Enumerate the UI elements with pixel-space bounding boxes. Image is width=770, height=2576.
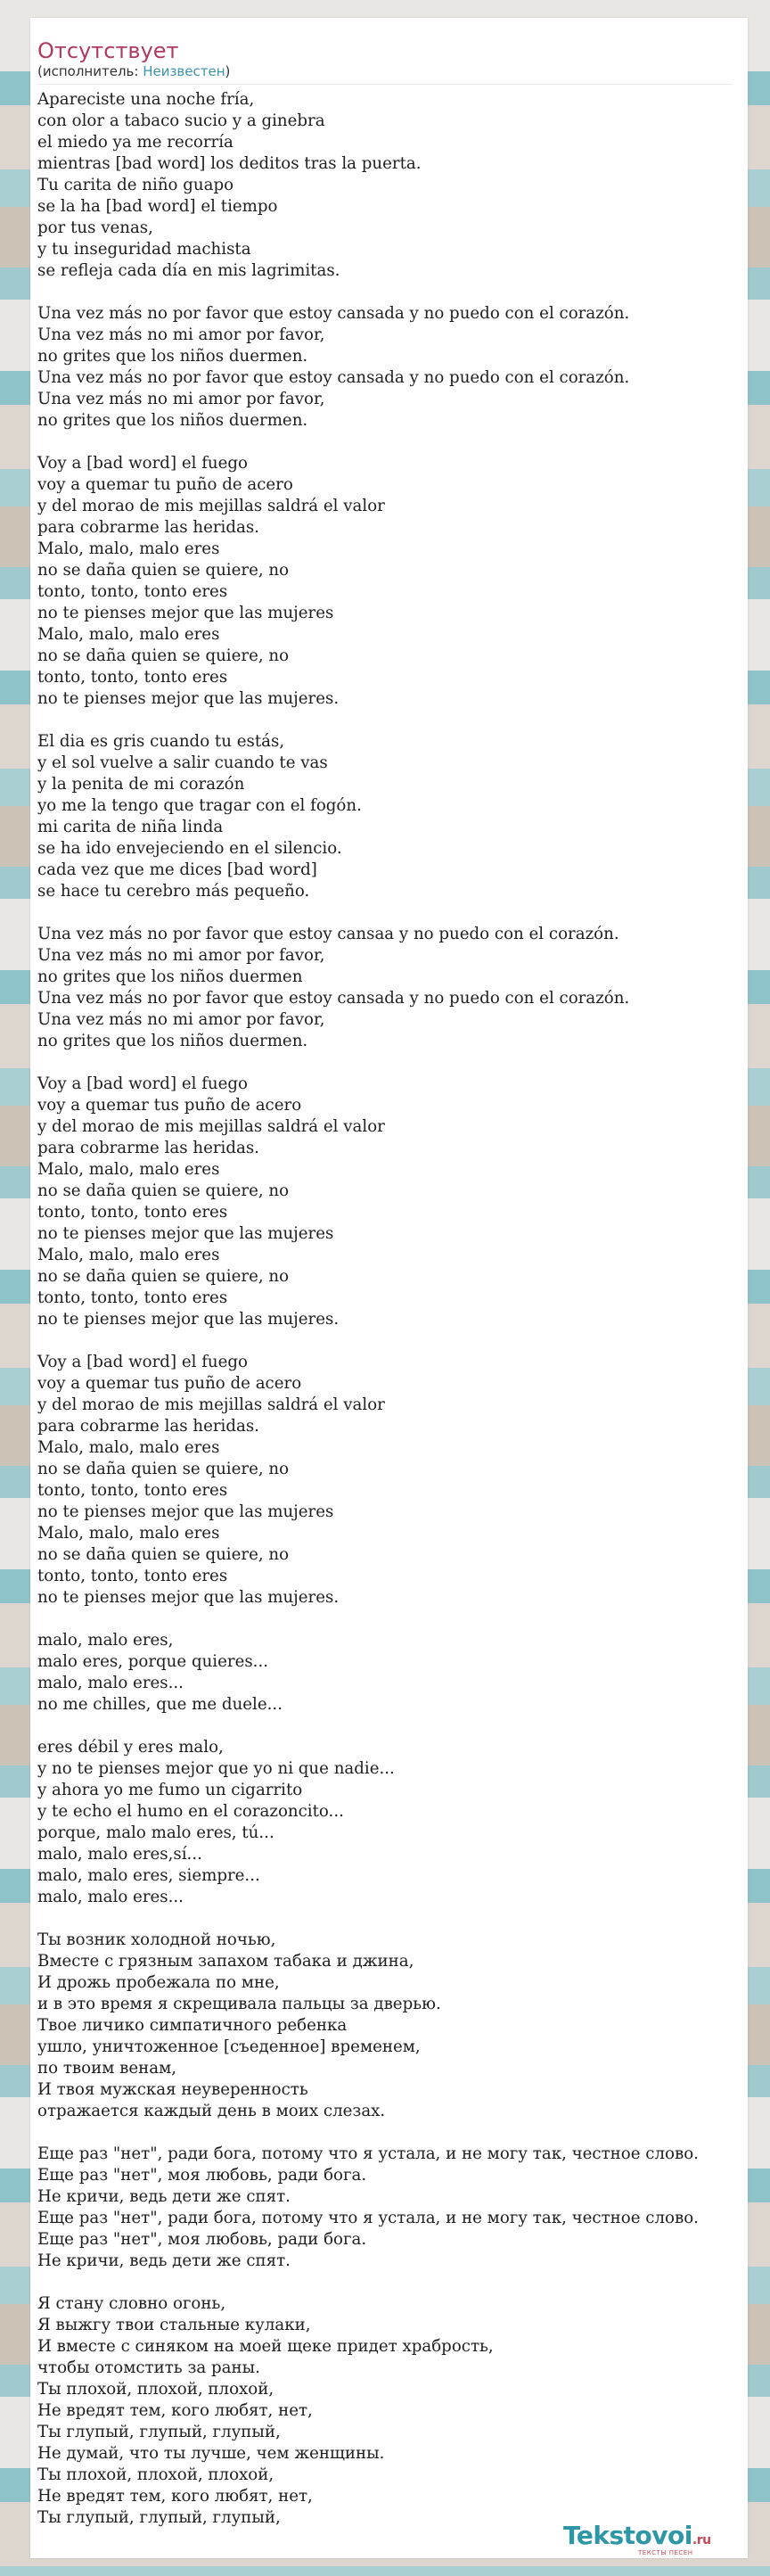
lyric-line: ушло, уничтоженное [съеденное] временем, [37, 2037, 421, 2056]
lyric-line: se hace tu cerebro más pequeño. [37, 882, 310, 901]
lyric-line: eres débil y eres malo, [37, 1738, 224, 1757]
lyric-line: tonto, tonto, tonto eres [37, 1481, 228, 1500]
lyric-line: mi carita de niña linda [37, 818, 224, 836]
lyrics-stanza [37, 89, 750, 282]
lyric-line: el miedo ya me recorría [37, 133, 233, 152]
lyric-line: tonto, tonto, tonto eres [37, 582, 228, 601]
lyric-line: se refleja cada día en mis lagrimitas. [37, 261, 340, 280]
lyric-line: yo me la tengo que tragar con el fogón. [37, 796, 362, 815]
lyric-line: Tu carita de niño guapo [37, 176, 234, 194]
lyric-line: no grites que los niños duermen. [37, 1032, 308, 1050]
lyric-line: por tus venas, [37, 218, 153, 237]
lyric-line: porque, malo malo eres, tú... [37, 1823, 274, 1842]
lyric-line: tonto, tonto, tonto eres [37, 1288, 228, 1307]
lyric-line: no grites que los niños duermen. [37, 347, 308, 366]
lyric-line: y del morao de mis mejillas saldrá el valor [37, 497, 385, 515]
lyric-line: para cobrarme las heridas. [37, 1417, 259, 1436]
lyrics-stanza [37, 2144, 750, 2272]
lyric-line: Не вредят тем, кого любят, нет, [37, 2487, 313, 2506]
song-meta [37, 62, 230, 80]
lyric-line: no se daña quien se quiere, no [37, 646, 290, 665]
lyric-line: tonto, tonto, tonto eres [37, 1567, 228, 1585]
lyric-line: voy a quemar tu puño de acero [37, 475, 293, 494]
lyric-line: Una vez más no por favor que estoy cansaa y no puedo con el corazón. [37, 925, 619, 943]
lyric-line: y del morao de mis mejillas saldrá el valor [37, 1395, 385, 1414]
lyric-line: Apareciste una noche fría, [37, 90, 255, 109]
lyric-line: tonto, tonto, tonto eres [37, 1203, 228, 1222]
lyric-line: no se daña quien se quiere, no [37, 1545, 290, 1564]
lyric-line: Еще раз "нет", моя любовь, ради бога. [37, 2230, 367, 2249]
lyric-line: se la ha [bad word] el tiempo [37, 197, 278, 216]
lyric-line: no grites que los niños duermen [37, 967, 303, 986]
lyric-line: Твое личико симпатичного ребенка [37, 2016, 348, 2035]
lyric-line: Una vez más no mi amor por favor, [37, 325, 325, 344]
song-title: Отсутствует [37, 38, 179, 63]
lyric-line: отражается каждый день в моих слезах. [37, 2102, 386, 2120]
lyric-line: mientras [bad word] los deditos tras la puerta. [37, 154, 422, 173]
lyric-line: И твоя мужская неуверенность [37, 2080, 308, 2099]
lyric-line: con olor a tabaco sucio y a ginebra [37, 111, 325, 130]
lyric-line: Malo, malo, malo eres [37, 1160, 220, 1179]
lyric-line: malo, malo eres... [37, 1888, 184, 1906]
lyrics-text [37, 89, 750, 2550]
lyric-line: Una vez más no por favor que estoy cansada y no puedo con el corazón. [37, 304, 630, 323]
artist-link[interactable]: Неизвестен [143, 63, 225, 79]
lyric-line: tonto, tonto, tonto eres [37, 668, 228, 687]
lyrics-stanza [37, 1630, 750, 1716]
lyric-line: no te pienses mejor que las mujeres. [37, 1310, 340, 1329]
lyric-line: Malo, malo, malo eres [37, 539, 220, 558]
lyric-line: Еще раз "нет", моя любовь, ради бога. [37, 2166, 367, 2185]
lyric-line: no grites que los niños duermen. [37, 411, 308, 430]
lyric-line: Я выжгу твои стальные кулаки, [37, 2316, 311, 2334]
lyric-line: y el sol vuelve a salir cuando te vas [37, 753, 328, 772]
lyric-line: y te echo el humo en el corazoncito... [37, 1802, 344, 1821]
lyric-line: no se daña quien se quiere, no [37, 1267, 290, 1286]
lyric-line: Ты возник холодной ночью, [37, 1930, 276, 1949]
lyric-line: no te pienses mejor que las mujeres. [37, 689, 340, 708]
logo-name: Tekstovoi [563, 2521, 692, 2550]
lyric-line: malo, malo eres, [37, 1631, 174, 1650]
lyrics-stanza [37, 1737, 750, 1908]
lyrics-stanza [37, 303, 750, 432]
lyric-line: y la penita de mi corazón [37, 775, 245, 794]
lyric-line: y del morao de mis mejillas saldrá el valor [37, 1117, 385, 1136]
lyric-line: Una vez más no mi amor por favor, [37, 946, 325, 965]
lyric-line: Voy a [bad word] el fuego [37, 1353, 248, 1371]
lyric-line: y ahora yo me fumo un cigarrito [37, 1781, 303, 1799]
lyric-line: malo, malo eres... [37, 1674, 184, 1692]
lyrics-stanza [37, 924, 750, 1052]
lyric-line: и в это время я скрещивала пальцы за дверью. [37, 1995, 441, 2013]
header-divider [37, 84, 733, 85]
lyric-line: Voy a [bad word] el fuego [37, 1074, 248, 1093]
lyric-line: Malo, malo, malo eres [37, 1524, 220, 1543]
lyrics-stanza [37, 1074, 750, 1330]
lyric-line: malo, malo eres, siempre... [37, 1866, 260, 1885]
lyrics-stanza [37, 731, 750, 902]
lyric-line: malo, malo eres,sí... [37, 1845, 202, 1864]
lyric-line: Не кричи, ведь дети же спят. [37, 2187, 291, 2206]
lyric-line: y no te pienses mejor que yo ni que nadie... [37, 1759, 395, 1778]
lyrics-stanza [37, 1352, 750, 1609]
lyric-line: Malo, malo, malo eres [37, 625, 220, 644]
lyric-line: no me chilles, que me duele... [37, 1695, 283, 1714]
lyrics-stanza [37, 2293, 750, 2529]
lyric-line: no te pienses mejor que las mujeres. [37, 1588, 340, 1607]
lyric-line: Voy a [bad word] el fuego [37, 454, 248, 473]
lyric-line: Я стану словно огонь, [37, 2294, 226, 2313]
lyric-line: по твоим венам, [37, 2059, 177, 2078]
lyric-line: no te pienses mejor que las mujeres [37, 1224, 334, 1243]
lyric-line: Una vez más no mi amor por favor, [37, 1010, 325, 1029]
lyric-line: Ты плохой, плохой, плохой, [37, 2465, 274, 2484]
lyric-line: чтобы отомстить за раны. [37, 2358, 260, 2377]
meta-prefix: (исполнитель: [37, 63, 143, 79]
lyric-line: no te pienses mejor que las mujeres [37, 604, 334, 622]
lyric-line: Ты плохой, плохой, плохой, [37, 2380, 274, 2399]
lyric-line: Вместе с грязным запахом табака и джина, [37, 1952, 414, 1971]
lyric-line: no se daña quien se quiere, no [37, 1460, 290, 1478]
lyric-line: se ha ido envejeciendo en el silencio. [37, 839, 342, 858]
lyric-line: Una vez más no mi amor por favor, [37, 390, 325, 408]
lyric-line: Не думай, что ты лучше, чем женщины. [37, 2444, 385, 2463]
lyric-line: Еще раз "нет", ради бога, потому что я устала, и не могу так, честное слово. [37, 2144, 699, 2163]
lyric-line: y tu inseguridad machista [37, 240, 251, 259]
lyric-line: para cobrarme las heridas. [37, 1139, 259, 1157]
meta-suffix: ) [225, 63, 231, 79]
logo-tld: .ru [692, 2533, 711, 2547]
lyric-line: para cobrarme las heridas. [37, 518, 259, 537]
lyric-line: Una vez más no por favor que estoy cansada y no puedo con el corazón. [37, 989, 630, 1008]
lyric-line: Malo, malo, malo eres [37, 1438, 220, 1457]
lyric-line: no se daña quien se quiere, no [37, 1181, 290, 1200]
lyric-line: voy a quemar tus puño de acero [37, 1096, 302, 1115]
lyric-line: voy a quemar tus puño de acero [37, 1374, 302, 1393]
lyric-line: И дрожь пробежала по мне, [37, 1973, 280, 1992]
logo-tagline: ТЕКСТЫ ПЕСЕН [638, 2549, 693, 2556]
lyric-line: El dia es gris cuando tu estás, [37, 732, 285, 751]
lyric-line: Не вредят тем, кого любят, нет, [37, 2401, 313, 2420]
lyric-line: Una vez más no por favor que estoy cansada y no puedo con el corazón. [37, 368, 630, 387]
lyric-line: Ты глупый, глупый, глупый, [37, 2423, 281, 2441]
lyric-line: Еще раз "нет", ради бога, потому что я устала, и не могу так, честное слово. [37, 2209, 699, 2227]
lyric-line: Не кричи, ведь дети же спят. [37, 2251, 291, 2270]
lyrics-stanza [37, 453, 750, 710]
lyric-line: no te pienses mejor que las mujeres [37, 1502, 334, 1521]
lyric-line: Ты глупый, глупый, глупый, [37, 2508, 281, 2527]
lyric-line: no se daña quien se quiere, no [37, 561, 290, 580]
lyrics-stanza [37, 1930, 750, 2122]
lyric-line: malo eres, porque quieres... [37, 1652, 269, 1671]
lyric-line: cada vez que me dices [bad word] [37, 860, 317, 879]
lyric-line: И вместе с синяком на моей щеке придет храбрость, [37, 2337, 494, 2356]
lyric-line: Malo, malo, malo eres [37, 1246, 220, 1264]
